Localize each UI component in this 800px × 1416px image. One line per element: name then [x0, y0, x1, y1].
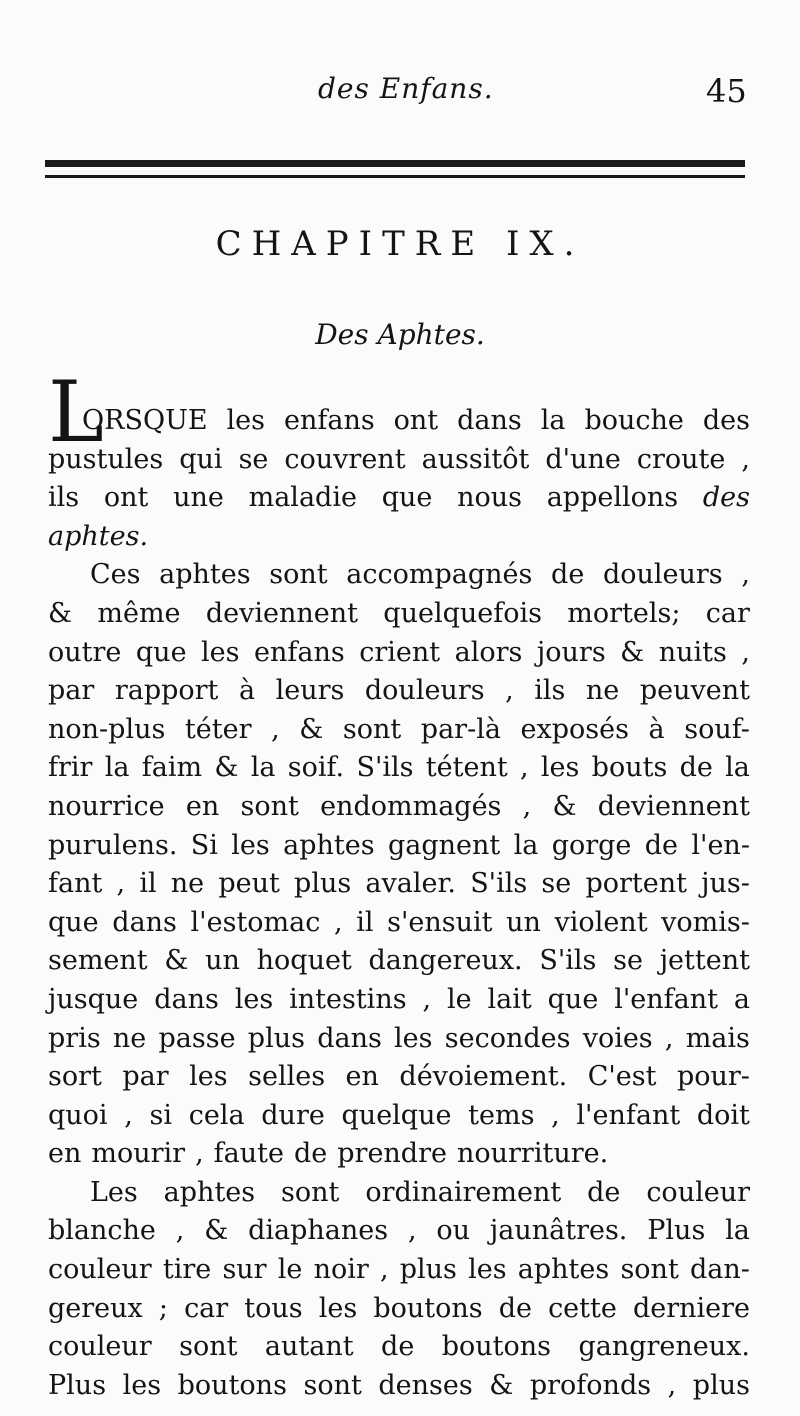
word: alors — [454, 636, 523, 668]
word: blanche — [48, 1215, 156, 1247]
word: ont — [103, 482, 149, 514]
word: croute — [636, 443, 726, 475]
word: doit — [696, 1099, 750, 1131]
word: plus — [294, 868, 352, 900]
word: S'ils — [356, 752, 414, 784]
word: avaler. — [365, 868, 456, 900]
word: le — [277, 1254, 303, 1286]
text-line — [48, 788, 750, 827]
word: , — [175, 1215, 185, 1247]
word: mourir — [91, 1138, 186, 1170]
word: leurs — [275, 675, 345, 707]
word: voies — [582, 1022, 653, 1054]
running-head — [0, 66, 800, 116]
word: tétent — [425, 752, 508, 784]
word: de — [587, 1176, 621, 1208]
drop-cap: L — [48, 363, 104, 461]
word: , — [334, 906, 343, 938]
word: il — [139, 868, 157, 900]
text-line — [48, 1174, 750, 1213]
word: des — [702, 482, 750, 514]
word: un — [506, 906, 541, 938]
word: profonds — [529, 1369, 652, 1401]
word: cela — [188, 1099, 245, 1131]
word: Si — [190, 829, 218, 861]
word: sort — [48, 1061, 102, 1093]
word: ils — [48, 482, 80, 514]
word: sont — [342, 713, 402, 745]
word: , — [664, 1022, 674, 1054]
word: ORSQUE — [82, 405, 208, 436]
word: souf- — [684, 713, 750, 745]
word: jours — [536, 636, 606, 668]
word: téter — [184, 713, 252, 745]
word: boutons — [441, 1331, 552, 1363]
word: sont — [303, 1369, 362, 1401]
word: plus — [692, 1369, 750, 1401]
word: maladie — [248, 482, 357, 514]
word: en — [48, 1138, 82, 1170]
word: , — [520, 752, 529, 784]
text-line — [48, 1251, 750, 1290]
word: secondes — [444, 1022, 571, 1054]
word: , — [195, 1138, 204, 1170]
word: endommagés — [320, 790, 502, 822]
word: l'estomac — [190, 906, 321, 938]
word: sont — [281, 1176, 340, 1208]
word: pustules — [48, 443, 164, 475]
word: deviennent — [205, 597, 358, 629]
word: se — [238, 443, 269, 475]
word: se — [613, 945, 643, 977]
text-line — [48, 865, 750, 904]
word: ils — [534, 675, 566, 707]
word: , — [505, 675, 514, 707]
word: tire — [162, 1254, 212, 1286]
word: la — [725, 752, 750, 784]
text-line — [48, 1097, 750, 1136]
text-line — [48, 518, 750, 557]
word: sont — [240, 790, 299, 822]
word: douleurs — [602, 559, 723, 591]
word: dans — [112, 906, 177, 938]
word: de — [498, 1292, 532, 1324]
word: ont — [393, 405, 439, 436]
word: gorge — [551, 829, 632, 861]
word: nuits — [658, 636, 727, 668]
word: nourrice — [48, 790, 165, 822]
text-line — [48, 1290, 750, 1329]
word: les — [468, 1254, 507, 1286]
word: les — [226, 405, 266, 436]
word: de — [679, 752, 713, 784]
page-number: 45 — [706, 72, 747, 110]
word: ne — [170, 868, 205, 900]
word: jusque — [48, 983, 139, 1015]
header-rule-thin — [45, 175, 745, 178]
word: portent — [585, 868, 687, 900]
word: selles — [248, 1061, 326, 1093]
word: accompagnés — [346, 559, 533, 591]
word: dangereux. — [368, 945, 523, 977]
text-line — [48, 749, 750, 788]
word: ou — [436, 1215, 471, 1247]
word: dans — [457, 405, 522, 436]
word: la — [725, 1215, 750, 1247]
word: couvrent — [284, 443, 406, 475]
text-line — [48, 981, 750, 1020]
word: les — [122, 1369, 162, 1401]
word: la — [250, 752, 276, 784]
word: par-là — [420, 713, 501, 745]
word: mais — [685, 1022, 750, 1054]
word: sement — [48, 945, 148, 977]
word: gagnent — [387, 829, 501, 861]
chapter-title: CHAPITRE IX. — [215, 224, 585, 264]
word: , — [124, 1099, 133, 1131]
word: & — [48, 597, 73, 629]
word: ; — [158, 1292, 168, 1324]
text-line — [48, 402, 750, 441]
word: jus- — [701, 868, 750, 900]
text-line — [48, 1058, 750, 1097]
word: par — [48, 675, 95, 707]
word: sur — [222, 1254, 267, 1286]
text-line — [48, 595, 750, 634]
word: l'enfant — [576, 1099, 681, 1131]
word: l'enfant — [614, 983, 718, 1015]
word: si — [149, 1099, 173, 1131]
text-line — [48, 942, 750, 981]
word: les — [231, 829, 270, 861]
text-line — [48, 441, 750, 480]
word: la — [513, 829, 539, 861]
word: , — [522, 790, 532, 822]
word: dan- — [689, 1254, 750, 1286]
word: fant — [48, 868, 103, 900]
word: & — [204, 1215, 229, 1247]
word: un — [205, 945, 240, 977]
word: se — [541, 868, 572, 900]
word: aussitôt — [421, 443, 530, 475]
word: en — [185, 790, 220, 822]
word: noir — [313, 1254, 369, 1286]
word: faute — [213, 1138, 284, 1170]
word: s'ensuit — [387, 906, 493, 938]
word: , — [116, 868, 126, 900]
word: , — [422, 983, 432, 1015]
word: , — [741, 443, 750, 475]
text-line — [48, 904, 750, 943]
text-line — [48, 1367, 750, 1406]
word: à — [648, 713, 665, 745]
word: sont — [179, 1331, 238, 1363]
word: les — [201, 636, 240, 668]
word: non-plus — [48, 713, 166, 745]
word: gereux — [48, 1292, 143, 1324]
word: peut — [218, 868, 280, 900]
word: intestins — [289, 983, 407, 1015]
word: sont — [269, 559, 328, 591]
word: bouts — [591, 752, 668, 784]
word: gangreneux. — [578, 1331, 750, 1363]
word: , — [407, 1215, 417, 1247]
word: S'ils — [470, 868, 528, 900]
word: , — [379, 1254, 389, 1286]
word: les — [318, 1292, 358, 1324]
word: soif. — [287, 752, 345, 784]
word: crient — [359, 636, 441, 668]
word: Plus — [647, 1215, 706, 1247]
word: C'est — [587, 1061, 657, 1093]
word: , — [271, 713, 280, 745]
body-text — [48, 402, 750, 1405]
word: pour- — [676, 1061, 750, 1093]
word: prendre — [337, 1138, 447, 1170]
word: derniere — [632, 1292, 750, 1324]
word: la — [540, 405, 566, 436]
word: les — [394, 1022, 433, 1054]
word: aphtes. — [48, 520, 149, 552]
word: car — [184, 1292, 229, 1324]
word: denses — [378, 1369, 473, 1401]
word: aphtes — [283, 829, 375, 861]
word: rapport — [114, 675, 219, 707]
word: l'en- — [691, 829, 750, 861]
word: de — [381, 1331, 415, 1363]
word: mortels; — [567, 597, 681, 629]
word: aphtes — [163, 1176, 256, 1208]
word: boutons — [373, 1292, 483, 1324]
word: outre — [48, 636, 122, 668]
word: jaunâtres. — [489, 1215, 628, 1247]
word: qui — [179, 443, 223, 475]
word: dévoiement. — [399, 1061, 568, 1093]
word: dans — [154, 983, 219, 1015]
word: & — [164, 945, 189, 977]
word: bouche — [584, 405, 684, 436]
word: & — [489, 1369, 514, 1401]
word: ordinairement — [365, 1176, 562, 1208]
word: en — [345, 1061, 379, 1093]
word: car — [705, 597, 750, 629]
word: quoi — [48, 1099, 108, 1131]
word: , — [667, 1369, 677, 1401]
word: Les — [90, 1176, 138, 1208]
word: plus — [399, 1254, 457, 1286]
word: nous — [457, 482, 522, 514]
word: de — [644, 829, 679, 861]
word: S'ils — [539, 945, 597, 977]
word: purulens. — [48, 829, 178, 861]
word: tous — [244, 1292, 303, 1324]
text-line — [48, 672, 750, 711]
text-line — [48, 711, 750, 750]
word: lait — [487, 983, 532, 1015]
word: , — [551, 1099, 560, 1131]
word: de — [551, 559, 585, 591]
word: dure — [261, 1099, 325, 1131]
text-line — [48, 1212, 750, 1251]
word: sont — [620, 1254, 679, 1286]
word: par — [122, 1061, 169, 1093]
word: appellons — [546, 482, 679, 514]
chapter-subtitle: Des Aphtes. — [315, 318, 485, 351]
word: aphtes — [517, 1254, 610, 1286]
text-line — [48, 634, 750, 673]
word: & — [620, 636, 645, 668]
word: , — [741, 636, 750, 668]
word: douleurs — [364, 675, 485, 707]
word: les — [189, 1061, 228, 1093]
word: deviennent — [597, 790, 750, 822]
word: plus — [247, 1022, 305, 1054]
word: à — [238, 675, 256, 707]
word: & — [214, 752, 239, 784]
word: les — [540, 752, 580, 784]
word: a — [733, 983, 750, 1015]
word: frir — [48, 752, 93, 784]
word: même — [97, 597, 181, 629]
word: faim — [141, 752, 203, 784]
word: que — [381, 482, 433, 514]
word: enfans — [283, 405, 375, 436]
word: couleur — [48, 1331, 152, 1363]
word: d'une — [545, 443, 621, 475]
word: pris — [48, 1022, 101, 1054]
word: il — [356, 906, 374, 938]
word: quelquefois — [383, 597, 542, 629]
word: diaphanes — [248, 1215, 389, 1247]
word: jettent — [659, 945, 750, 977]
text-line — [48, 479, 750, 518]
word: couleur — [48, 1254, 152, 1286]
word: boutons — [177, 1369, 287, 1401]
text-line — [48, 827, 750, 866]
word: le — [446, 983, 472, 1015]
text-line — [48, 556, 750, 595]
word: que — [547, 983, 599, 1015]
word: des — [702, 405, 750, 436]
word: & — [299, 713, 324, 745]
word: nourriture. — [456, 1138, 609, 1170]
word: quelque — [341, 1099, 452, 1131]
word: couleur — [646, 1176, 750, 1208]
word: autant — [264, 1331, 354, 1363]
word: ne — [585, 675, 620, 707]
word: Plus — [48, 1369, 107, 1401]
word: ne — [112, 1022, 147, 1054]
word: exposés — [520, 713, 629, 745]
running-title: des Enfans. — [318, 72, 494, 105]
word: , — [741, 559, 750, 591]
word: & — [552, 790, 577, 822]
word: une — [173, 482, 224, 514]
header-rule-thick — [45, 160, 745, 167]
word: passe — [158, 1022, 236, 1054]
word: dans — [317, 1022, 382, 1054]
word: aphtes — [159, 559, 251, 591]
text-line — [48, 1328, 750, 1367]
word: de — [293, 1138, 328, 1170]
word: peuvent — [639, 675, 750, 707]
text-line — [48, 1135, 750, 1174]
word: Ces — [90, 559, 141, 591]
word: que — [48, 906, 99, 938]
word: que — [135, 636, 187, 668]
word: tems — [468, 1099, 535, 1131]
word: la — [104, 752, 130, 784]
word: cette — [548, 1292, 617, 1324]
word: vomis- — [661, 906, 750, 938]
word: enfans — [254, 636, 345, 668]
text-line — [48, 1020, 750, 1059]
word: hoquet — [256, 945, 352, 977]
word: violent — [554, 906, 648, 938]
word: les — [234, 983, 274, 1015]
